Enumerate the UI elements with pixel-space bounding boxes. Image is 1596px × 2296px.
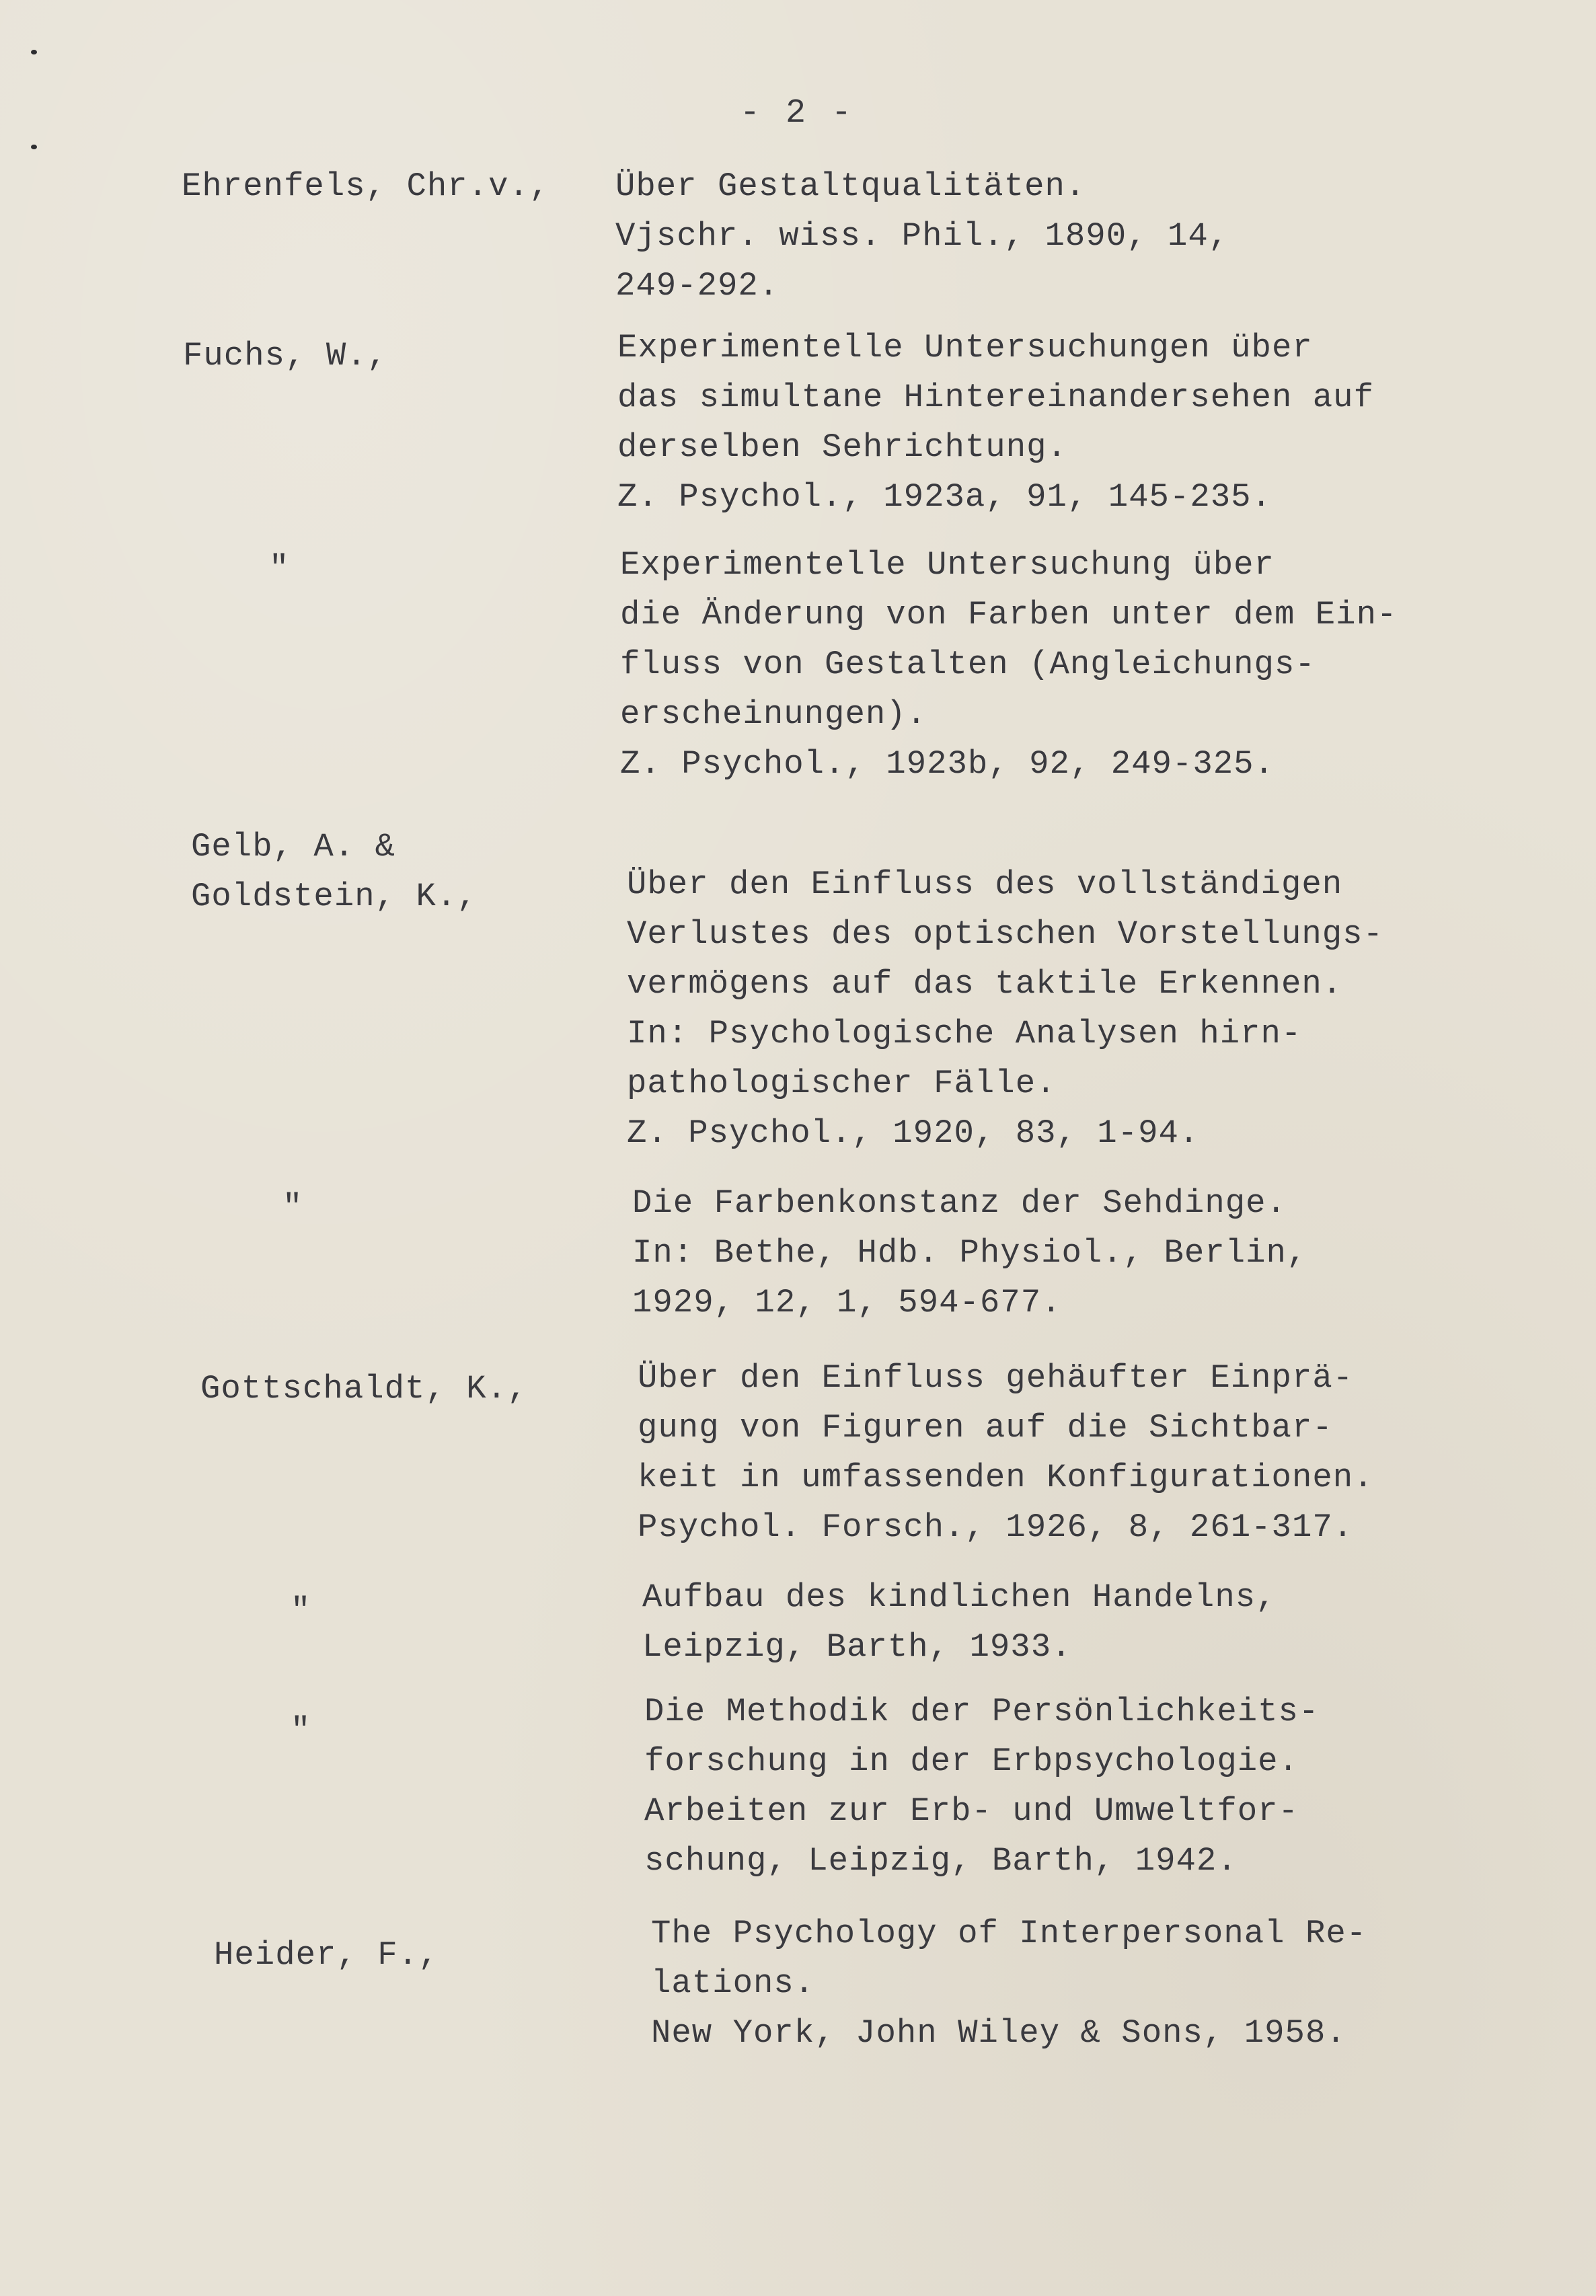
ink-speck [31, 50, 37, 54]
citation-line: fluss von Gestalten (Angleichungs- [620, 646, 1316, 683]
citation-line: forschung in der Erbpsychologie. [644, 1743, 1299, 1780]
entry-author [183, 331, 387, 381]
citation-line: das simultane Hintereinandersehen auf [617, 379, 1374, 416]
citation-line: derselben Sehrichtung. [617, 428, 1067, 466]
citation-line: New York, John Wiley & Sons, 1958. [651, 2014, 1346, 2052]
entry-author [291, 1706, 311, 1755]
citation-line: die Änderung von Farben unter dem Ein- [620, 596, 1398, 634]
entry-citation [638, 1353, 1374, 1552]
page-number: - 2 - [740, 94, 855, 132]
citation-line: erscheinungen). [620, 695, 927, 733]
ditto-mark: " [291, 1712, 311, 1749]
citation-line: schung, Leipzig, Barth, 1942. [644, 1842, 1238, 1880]
ditto-mark: " [269, 549, 290, 587]
citation-line: 249-292. [615, 267, 780, 305]
ditto-mark: " [291, 1592, 311, 1630]
entry-author [182, 161, 549, 211]
entry-citation [651, 1909, 1367, 2058]
ink-speck [31, 145, 37, 149]
citation-line: Verlustes des optischen Vorstellungs- [627, 915, 1383, 953]
citation-line: Z. Psychol., 1923b, 92, 249-325. [620, 745, 1275, 783]
citation-line: Z. Psychol., 1920, 83, 1-94. [627, 1114, 1200, 1152]
citation-line: Die Methodik der Persönlichkeits- [644, 1693, 1320, 1730]
author-line: Gelb, A. & [191, 828, 396, 866]
entry-author [191, 822, 478, 921]
citation-line: Psychol. Forsch., 1926, 8, 261-317. [638, 1508, 1354, 1546]
citation-line: Arbeiten zur Erb- und Umweltfor- [644, 1792, 1299, 1830]
author-line: Goldstein, K., [191, 878, 478, 915]
entry-citation [644, 1687, 1319, 1886]
author-line: Ehrenfels, Chr.v., [182, 167, 550, 205]
entry-citation [615, 161, 1229, 311]
citation-line: vermögens auf das taktile Erkennen. [627, 965, 1343, 1003]
citation-line: In: Bethe, Hdb. Physiol., Berlin, [632, 1234, 1307, 1272]
entry-citation [642, 1572, 1277, 1672]
citation-line: pathologischer Fälle. [627, 1065, 1057, 1102]
entry-author [282, 1182, 303, 1232]
citation-line: Leipzig, Barth, 1933. [642, 1628, 1072, 1666]
citation-line: Über Gestaltqualitäten. [615, 167, 1086, 205]
citation-line: In: Psychologische Analysen hirn- [627, 1015, 1302, 1053]
author-line: Fuchs, W., [183, 337, 388, 375]
author-line: Heider, F., [214, 1936, 439, 1974]
citation-line: Z. Psychol., 1923a, 91, 145-235. [617, 478, 1272, 516]
citation-line: 1929, 12, 1, 594-677. [632, 1284, 1062, 1322]
citation-line: Experimentelle Untersuchungen über [617, 329, 1313, 367]
citation-line: Aufbau des kindlichen Handelns, [642, 1578, 1277, 1616]
entry-author [291, 1586, 311, 1636]
citation-line: keit in umfassenden Konfigurationen. [638, 1459, 1374, 1496]
entry-author [200, 1364, 527, 1414]
citation-line: Über den Einfluss gehäufter Einprä- [638, 1359, 1354, 1397]
entry-citation [632, 1178, 1307, 1328]
citation-line: The Psychology of Interpersonal Re- [651, 1915, 1367, 1952]
citation-line: Über den Einfluss des vollständigen [627, 866, 1343, 903]
entry-citation [617, 323, 1374, 522]
entry-author [269, 543, 289, 593]
citation-line: lations. [651, 1964, 815, 2002]
citation-line: Experimentelle Untersuchung über [620, 546, 1275, 584]
entry-citation [620, 540, 1397, 789]
citation-line: gung von Figuren auf die Sichtbar- [638, 1409, 1333, 1447]
entry-citation [627, 859, 1383, 1158]
author-line: Gottschaldt, K., [200, 1370, 528, 1408]
entry-author [214, 1930, 439, 1980]
citation-line: Vjschr. wiss. Phil., 1890, 14, [615, 217, 1229, 255]
citation-line: Die Farbenkonstanz der Sehdinge. [632, 1184, 1287, 1222]
ditto-mark: " [282, 1188, 303, 1226]
